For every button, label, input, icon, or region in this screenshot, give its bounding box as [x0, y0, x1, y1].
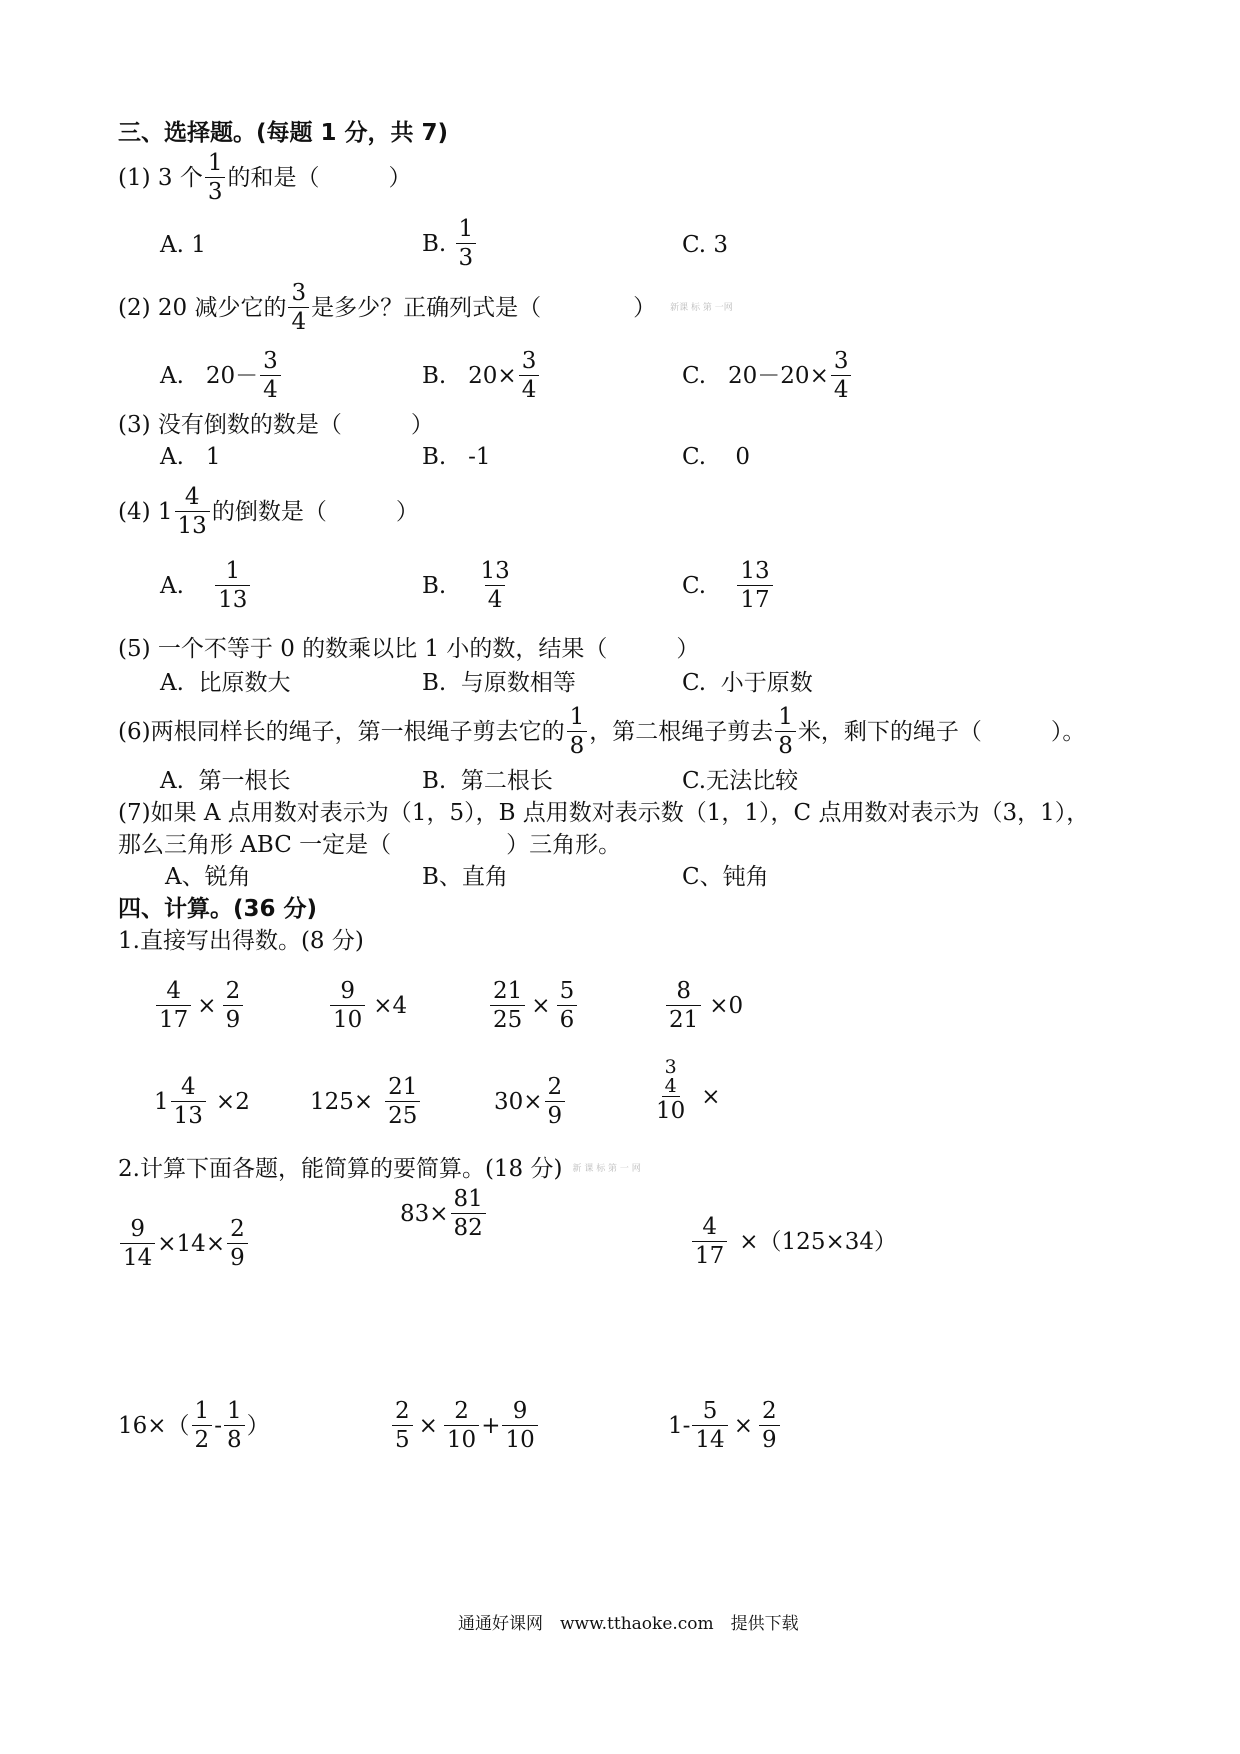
option-label: A.: [160, 768, 184, 794]
calc-2-2: [390, 1400, 540, 1452]
expr-1-1: [154, 980, 245, 1032]
q1-option-c: [682, 234, 728, 257]
q6-option-b: [422, 770, 553, 793]
calc-2-1: [118, 1400, 270, 1452]
fraction-denominator: 13: [171, 1101, 206, 1128]
question-6-text-1: (6)两根同样长的绳子，第一根绳子剪去它的: [118, 718, 565, 745]
operator: ×2: [215, 1088, 250, 1115]
fraction-numerator: 4: [166, 978, 181, 1004]
fraction-denominator: 13: [175, 511, 210, 538]
option-label: C.: [682, 232, 707, 258]
fraction-numerator: 2: [225, 978, 241, 1004]
operator: -: [214, 1412, 222, 1439]
fraction-numerator: 1: [226, 1398, 242, 1424]
part-1-title: 1.直接写出得数。(8 分): [118, 928, 364, 954]
fraction-denominator: 14: [692, 1425, 727, 1452]
prefix: 125×: [310, 1088, 374, 1115]
q3-option-a: [160, 446, 221, 469]
q3-option-b: [422, 446, 491, 469]
part-2-title: 2.计算下面各题，能简算的要简算。(18 分): [118, 1156, 563, 1182]
suffix: ×（125×34）: [739, 1228, 897, 1255]
option-label: A.: [160, 232, 184, 258]
fraction-denominator: 6: [557, 1005, 578, 1032]
fraction-numerator: 9: [512, 1398, 528, 1424]
calc-1-3: [690, 1216, 897, 1268]
part-2-heading: [118, 1158, 641, 1181]
fraction: [205, 152, 226, 204]
operator: ×: [531, 992, 551, 1019]
prefix: 30×: [494, 1088, 543, 1115]
question-2-suffix: 是多少？正确列式是（ ）: [311, 294, 657, 321]
fraction-numerator: 1: [569, 704, 585, 730]
operator: ×: [418, 1412, 438, 1439]
operator: ×: [197, 992, 217, 1019]
expr-1-4: [664, 980, 743, 1032]
option-label: B.: [422, 362, 447, 389]
q3-option-c: [682, 446, 750, 469]
fraction-numerator: 13: [480, 558, 510, 584]
stack-middle: 4: [662, 1077, 680, 1097]
operator: ×0: [709, 992, 744, 1019]
fraction-denominator: 10: [444, 1425, 479, 1452]
expr-2-1: [154, 1076, 250, 1128]
fraction-numerator: 2: [761, 1398, 777, 1424]
fraction-denominator: 2: [192, 1425, 213, 1452]
watermark: 新课 标 第 一网: [670, 302, 733, 313]
operator: ×4: [373, 992, 408, 1019]
option-label: B.: [422, 572, 447, 599]
fraction-denominator: 17: [692, 1241, 727, 1268]
operator: ×: [733, 1412, 753, 1439]
q6-option-c: C.无法比较: [682, 768, 799, 794]
fraction-denominator: 10: [502, 1425, 537, 1452]
fraction-denominator: 9: [227, 1243, 248, 1270]
question-7-line-2: 那么三角形 ABC 一定是（ ）三角形。: [118, 832, 622, 858]
fraction-numerator: 3: [521, 348, 537, 374]
option-label: A.: [160, 444, 184, 470]
stack-top: 3: [664, 1056, 677, 1078]
option-label: A.: [160, 572, 184, 599]
suffix: ）: [246, 1412, 270, 1439]
expr-2-4: [656, 1058, 721, 1123]
option-text: 第一根长: [198, 768, 291, 794]
fraction-denominator: 3: [205, 177, 226, 204]
q7-option-c: C、钝角: [682, 864, 769, 890]
fraction-numerator: 2: [230, 1216, 245, 1242]
fraction-numerator: 2: [395, 1398, 410, 1424]
question-2-prefix: (2) 20 减少它的: [118, 294, 287, 321]
fraction-denominator: 25: [385, 1101, 420, 1128]
expr-2-2: [310, 1076, 422, 1128]
section-4-title: 四、计算。(36 分): [118, 896, 318, 922]
fraction-numerator: 2: [454, 1398, 469, 1424]
q4-option-c: [682, 560, 775, 612]
fraction-numerator: 81: [453, 1186, 483, 1212]
question-4-prefix: (4) 1: [118, 498, 173, 525]
fraction-numerator: 4: [702, 1214, 717, 1240]
option-label: C.: [682, 670, 707, 696]
fraction-denominator: 3: [456, 243, 477, 270]
fraction-denominator: 14: [120, 1243, 155, 1270]
question-6: [118, 706, 1085, 758]
fraction-numerator: 2: [547, 1074, 563, 1100]
fraction-numerator: 1: [778, 704, 793, 730]
fraction-numerator: 9: [340, 978, 355, 1004]
q2-option-b: [422, 350, 541, 402]
option-label: B.: [422, 670, 447, 696]
option-text: 20×: [468, 362, 517, 389]
prefix: 1-: [668, 1412, 691, 1439]
fraction-denominator: 8: [567, 731, 588, 758]
option-text: 1: [191, 232, 206, 258]
q4-option-b: [422, 560, 515, 612]
option-text: 比原数大: [198, 670, 291, 696]
question-2: [118, 282, 733, 334]
option-text: 第二根长: [460, 768, 553, 794]
q1-option-b: [422, 218, 478, 270]
question-5: (5) 一个不等于 0 的数乘以比 1 小的数，结果（ ）: [118, 636, 700, 662]
stack-bottom: 10: [656, 1098, 686, 1124]
question-1: [118, 152, 411, 204]
q4-option-a: [160, 560, 252, 612]
fraction-denominator: 8: [224, 1425, 245, 1452]
fraction-numerator: 5: [702, 1398, 718, 1424]
fraction-denominator: 17: [156, 1005, 191, 1032]
fraction-denominator: 4: [485, 585, 506, 612]
question-1-suffix: 的和是（ ）: [227, 164, 412, 191]
fraction-denominator: 4: [260, 375, 281, 402]
operator: +: [481, 1412, 501, 1439]
fraction-denominator: 4: [288, 307, 309, 334]
q5-option-c: [682, 672, 813, 695]
fraction-numerator: 21: [493, 978, 523, 1004]
option-label: C.: [682, 572, 707, 599]
fraction-numerator: 9: [130, 1216, 145, 1242]
watermark: 新 课 标 第 一 网: [572, 1164, 641, 1174]
option-text: 小于原数: [720, 670, 813, 696]
option-label: B.: [422, 230, 447, 257]
option-label: B.: [422, 444, 447, 470]
option-text: 3: [713, 232, 729, 258]
option-text: 1: [205, 444, 221, 470]
fraction-numerator: 4: [180, 1074, 196, 1100]
question-4: [118, 486, 419, 538]
question-7-line-1: (7)如果 A 点用数对表示为（1，5），B 点用数对表示数（1，1），C 点用数对表示为（3，1），: [118, 800, 1090, 826]
calc-1-1: [118, 1218, 250, 1270]
expr-1-2: [328, 980, 407, 1032]
fraction-numerator: 21: [388, 1074, 418, 1100]
fraction-numerator: 5: [559, 978, 575, 1004]
fraction-numerator: 1: [458, 216, 474, 242]
calc-1-2: [400, 1188, 488, 1240]
option-text: 20－20×: [728, 362, 829, 389]
q7-option-a: A、锐角: [165, 864, 251, 890]
question-1-prefix: (1) 3 个: [118, 164, 203, 191]
fraction-denominator: 25: [490, 1005, 525, 1032]
fraction-numerator: 1: [225, 558, 241, 584]
question-4-suffix: 的倒数是（ ）: [211, 498, 419, 525]
calc-2-3: [668, 1400, 782, 1452]
prefix: 83×: [400, 1200, 449, 1227]
fraction-denominator: 4: [519, 375, 540, 402]
fraction-denominator: 10: [330, 1005, 365, 1032]
q7-option-b: B、直角: [422, 864, 508, 890]
fraction-denominator: 8: [775, 731, 796, 758]
operator: ×14×: [157, 1230, 226, 1257]
fraction-denominator: 21: [666, 1005, 701, 1032]
q1-option-a: [160, 234, 206, 257]
option-text: 0: [735, 444, 750, 470]
fraction-numerator: 4: [184, 484, 200, 510]
fraction-denominator: 5: [392, 1425, 413, 1452]
question-6-text-3: 米，剩下的绳子（ ）。: [797, 718, 1086, 745]
option-text: 与原数相等: [460, 670, 576, 696]
q6-option-a: [160, 770, 291, 793]
fraction-denominator: 17: [737, 585, 772, 612]
fraction-numerator: 1: [207, 150, 223, 176]
fraction-numerator: 8: [676, 978, 691, 1004]
section-3-title: 三、选择题。(每题 1 分，共 7): [118, 120, 449, 146]
option-text: -1: [468, 444, 491, 470]
expr-2-3: [494, 1076, 567, 1128]
prefix: 16×（: [118, 1412, 190, 1439]
fraction-numerator: 3: [263, 348, 278, 374]
option-label: B.: [422, 768, 447, 794]
operator: ×: [701, 1084, 721, 1110]
option-label: A.: [160, 670, 184, 696]
fraction-denominator: 9: [223, 1005, 244, 1032]
fraction-denominator: 13: [215, 585, 250, 612]
expr-1-3: [488, 980, 579, 1032]
fraction-denominator: 4: [831, 375, 852, 402]
q5-option-b: [422, 672, 576, 695]
fraction-numerator: 3: [291, 280, 307, 306]
fraction-denominator: 82: [451, 1213, 486, 1240]
q2-option-a: [160, 350, 283, 402]
q5-option-a: [160, 672, 291, 695]
fraction-numerator: 1: [194, 1398, 210, 1424]
fraction-denominator: 9: [545, 1101, 566, 1128]
question-3: (3) 没有倒数的数是（ ）: [118, 412, 434, 438]
option-label: C.: [682, 362, 707, 389]
whole-number: 1: [154, 1088, 169, 1115]
footer-credit: 通通好课网 www.tthaoke.com 提供下载: [458, 1614, 799, 1634]
question-6-text-2: ，第二根绳子剪去: [589, 718, 774, 745]
option-text: 20－: [205, 362, 259, 389]
fraction-numerator: 13: [740, 558, 770, 584]
fraction-denominator: 9: [759, 1425, 780, 1452]
option-label: C.: [682, 444, 707, 470]
q2-option-c: [682, 350, 853, 402]
option-label: A.: [160, 362, 184, 389]
fraction-numerator: 3: [833, 348, 849, 374]
